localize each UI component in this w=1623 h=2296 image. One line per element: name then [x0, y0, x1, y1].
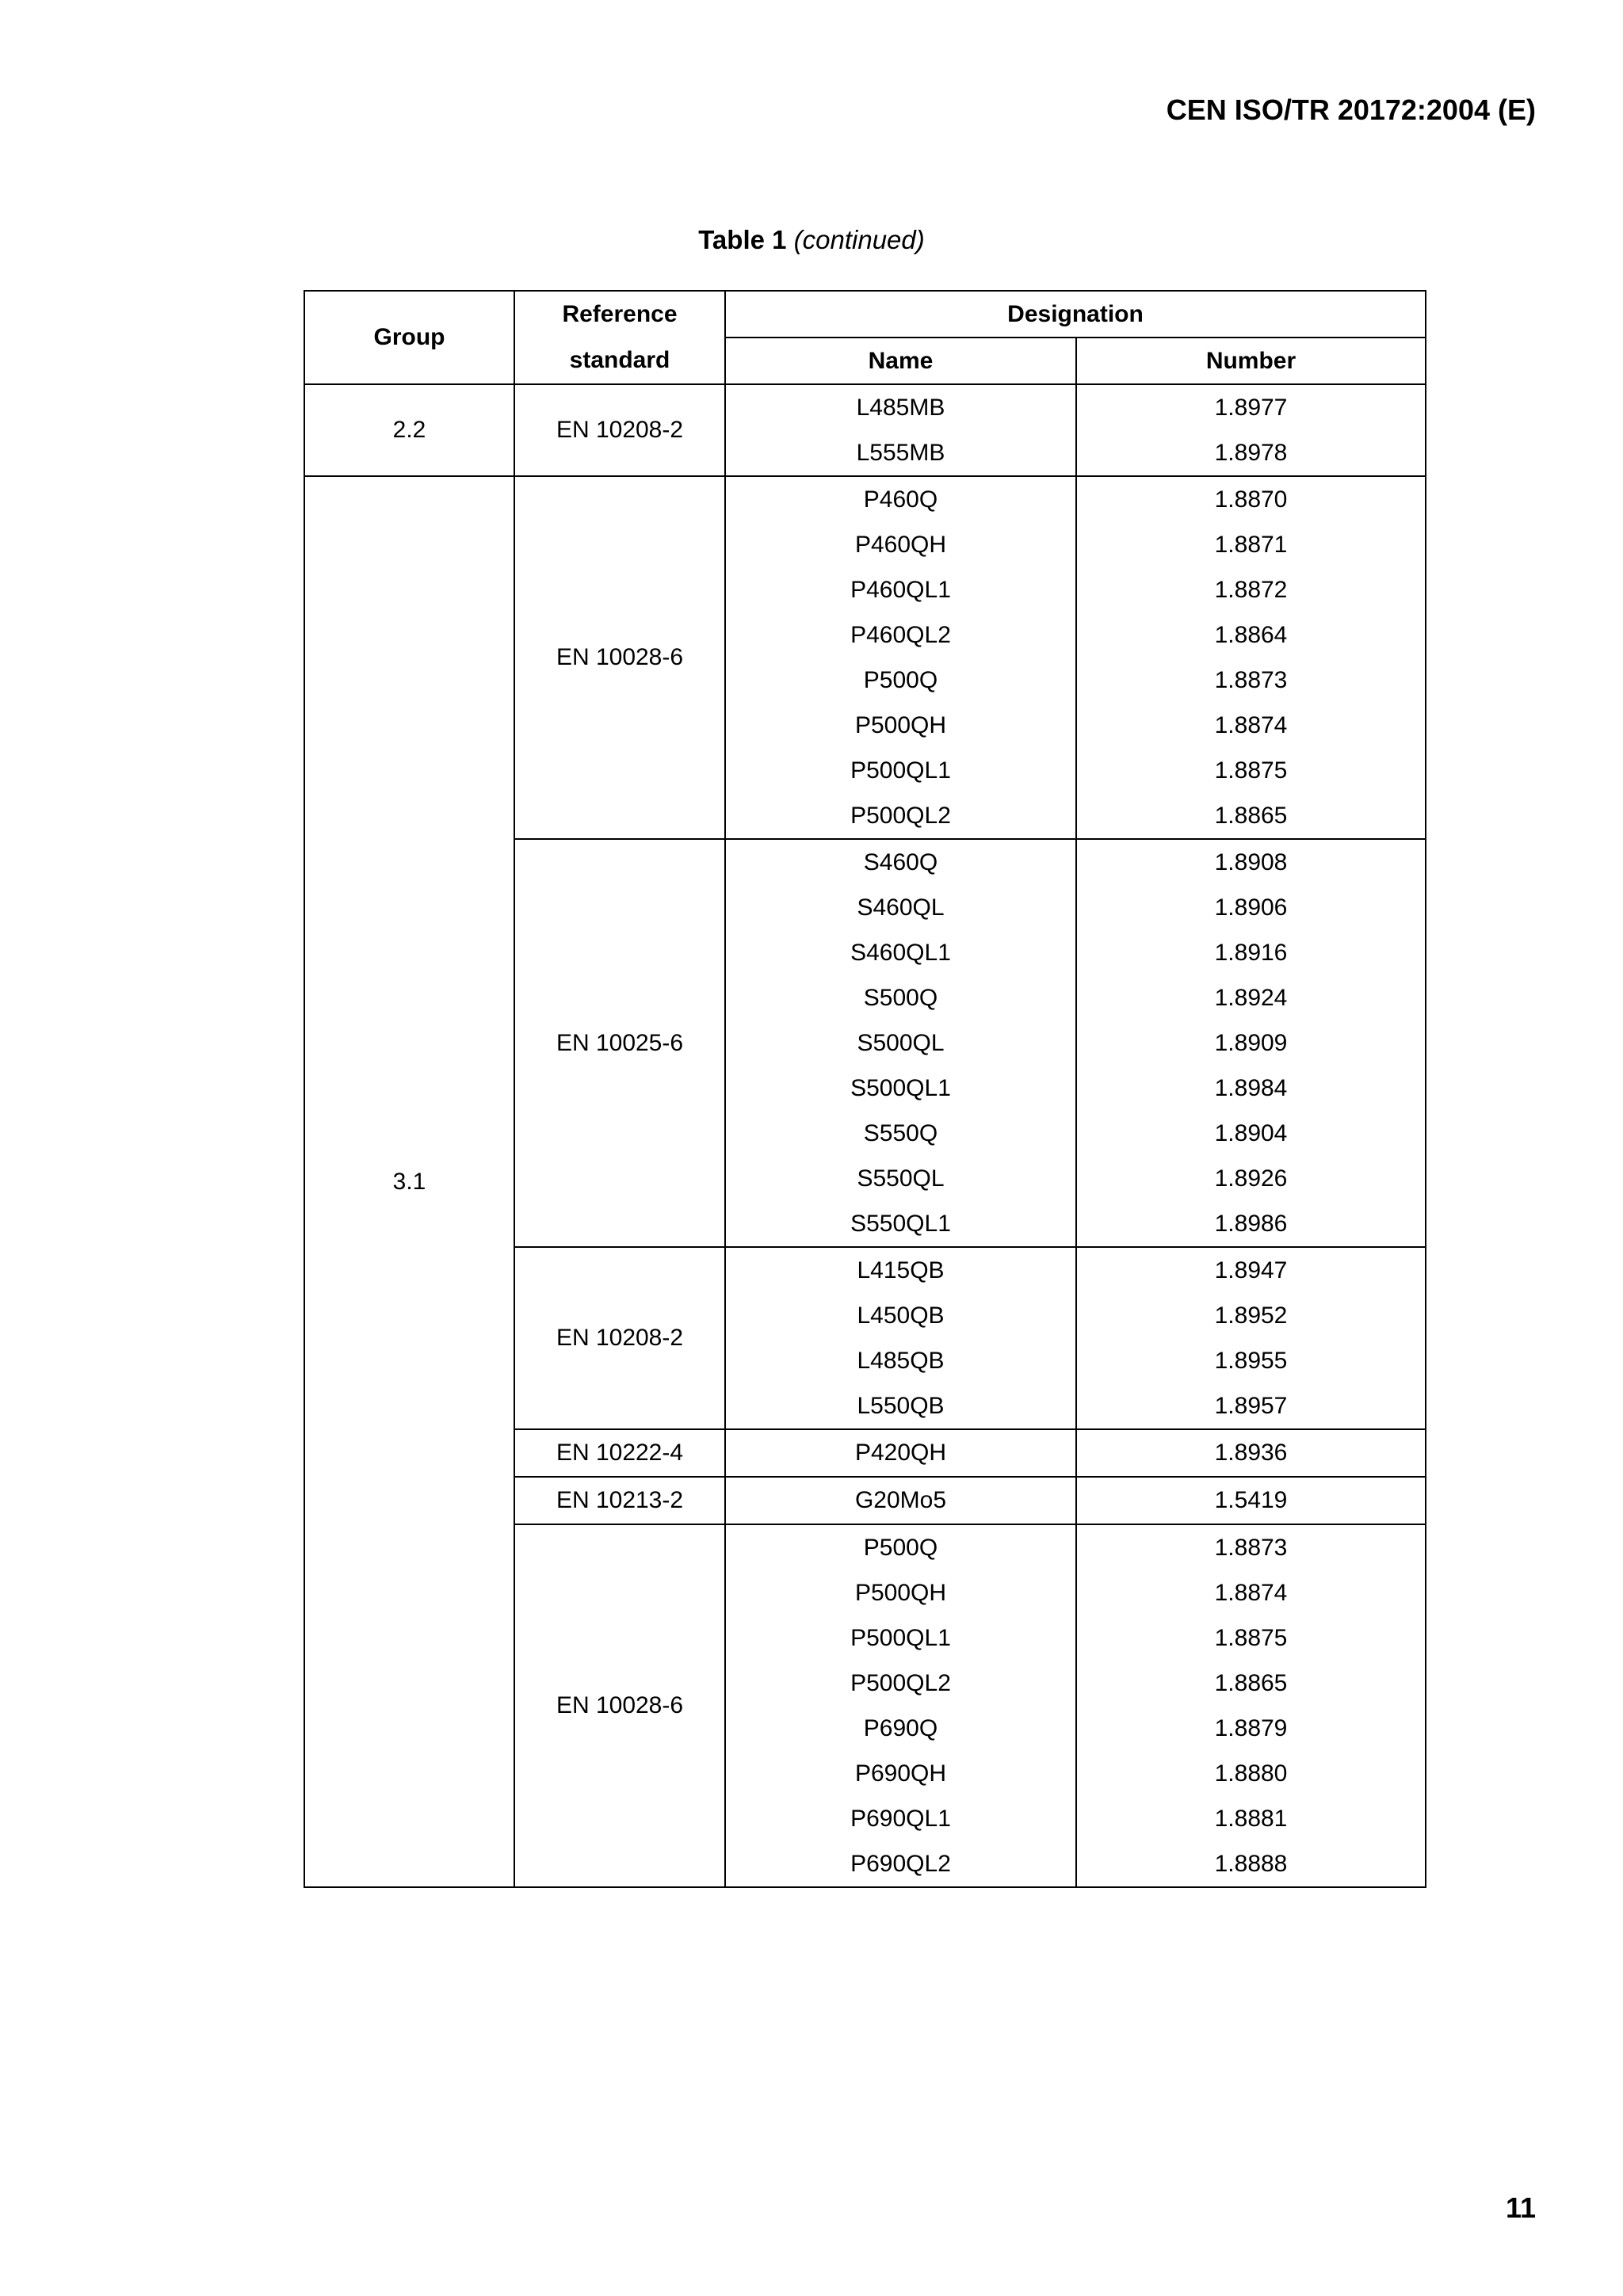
designation-name: G20Mo5	[854, 1487, 947, 1513]
designation-name: P460QL1	[850, 577, 951, 603]
designation-number: 1.8908	[1214, 849, 1288, 875]
column-header-group: Group	[304, 291, 514, 384]
designation-number: 1.8952	[1214, 1302, 1288, 1329]
designation-name-cell	[725, 1247, 1076, 1429]
designation-name-cell	[725, 1524, 1076, 1887]
designation-number: 1.8957	[1214, 1393, 1288, 1419]
designation-name: S500QL1	[850, 1075, 951, 1101]
designation-name: P690QH	[854, 1760, 947, 1787]
designation-name: P500QL1	[850, 1625, 951, 1651]
column-header-designation: Designation	[725, 291, 1426, 338]
designation-name: L555MB	[856, 440, 945, 466]
designation-name: S550QL	[857, 1165, 945, 1192]
designation-name-cell	[725, 1477, 1076, 1524]
designation-number: 1.8875	[1214, 1625, 1288, 1651]
designation-number-cell	[1076, 1247, 1426, 1429]
table-row	[304, 384, 1426, 476]
designation-number: 1.5419	[1214, 1487, 1288, 1513]
designation-name: S550QL1	[850, 1211, 951, 1237]
designation-number: 1.8881	[1214, 1806, 1288, 1832]
designation-number: 1.8865	[1214, 1670, 1288, 1696]
designation-number: 1.8984	[1214, 1075, 1288, 1101]
designation-number: 1.8955	[1214, 1348, 1288, 1374]
designation-number: 1.8872	[1214, 577, 1288, 603]
designation-number-cell	[1076, 1524, 1426, 1887]
table-caption-note: (continued)	[793, 225, 925, 254]
designation-number-cell	[1076, 839, 1426, 1247]
designation-name: S460QL1	[850, 940, 951, 966]
designation-name: P690QL1	[850, 1806, 951, 1832]
group-cell: 2.2	[304, 384, 514, 476]
steel-designation-table	[304, 290, 1426, 1888]
designation-number: 1.8926	[1214, 1165, 1288, 1192]
designation-name: S500QL	[857, 1030, 945, 1056]
designation-number: 1.8865	[1214, 803, 1288, 829]
designation-number: 1.8871	[1214, 532, 1288, 558]
designation-name: L485MB	[856, 395, 945, 421]
designation-number: 1.8874	[1214, 712, 1288, 738]
reference-standard-cell: EN 10025-6	[514, 839, 725, 1247]
column-header-reference: Reference	[514, 291, 725, 338]
designation-number: 1.8874	[1214, 1580, 1288, 1606]
designation-name: P500QH	[854, 1580, 947, 1606]
column-header-standard: standard	[514, 338, 725, 384]
column-header-number: Number	[1076, 338, 1426, 384]
page-number: 11	[1505, 2191, 1536, 2224]
designation-name-cell	[725, 839, 1076, 1247]
designation-name: P500QL1	[850, 757, 951, 784]
designation-name: P690QL2	[850, 1851, 951, 1877]
designation-number: 1.8924	[1214, 985, 1288, 1011]
designation-name-cell	[725, 384, 1076, 476]
designation-name: P500QH	[854, 712, 947, 738]
designation-number: 1.8978	[1214, 440, 1288, 466]
designation-name: S550Q	[863, 1120, 938, 1146]
table-row	[304, 476, 1426, 839]
designation-number: 1.8909	[1214, 1030, 1288, 1056]
designation-number-cell	[1076, 1477, 1426, 1524]
reference-standard-cell: EN 10222-4	[514, 1429, 725, 1477]
designation-name: L450QB	[857, 1302, 945, 1329]
reference-standard-cell: EN 10208-2	[514, 1247, 725, 1429]
designation-name: P500QL2	[850, 1670, 951, 1696]
group-cell: 3.1	[304, 476, 514, 1887]
designation-number: 1.8864	[1214, 622, 1288, 648]
designation-number: 1.8916	[1214, 940, 1288, 966]
designation-name: P460QH	[854, 532, 947, 558]
designation-number: 1.8888	[1214, 1851, 1288, 1877]
designation-name: S460QL	[857, 894, 945, 921]
designation-name: P690Q	[863, 1715, 938, 1741]
designation-name-cell	[725, 476, 1076, 839]
designation-number: 1.8947	[1214, 1257, 1288, 1283]
reference-standard-cell: EN 10028-6	[514, 476, 725, 839]
table-caption-label: Table 1	[698, 225, 787, 254]
reference-standard-cell: EN 10208-2	[514, 384, 725, 476]
designation-number-cell	[1076, 384, 1426, 476]
designation-name: P500Q	[863, 667, 938, 693]
column-header-name: Name	[725, 338, 1076, 384]
designation-number: 1.8906	[1214, 894, 1288, 921]
designation-number: 1.8977	[1214, 395, 1288, 421]
designation-number: 1.8936	[1214, 1440, 1288, 1466]
designation-number: 1.8904	[1214, 1120, 1288, 1146]
designation-number: 1.8873	[1214, 1535, 1288, 1561]
designation-number: 1.8875	[1214, 757, 1288, 784]
designation-name: P500QL2	[850, 803, 951, 829]
designation-name: S500Q	[863, 985, 938, 1011]
designation-name: P460Q	[863, 486, 938, 513]
designation-number-cell	[1076, 476, 1426, 839]
designation-name: P460QL2	[850, 622, 951, 648]
designation-number: 1.8879	[1214, 1715, 1288, 1741]
document-id-header: CEN ISO/TR 20172:2004 (E)	[1166, 93, 1536, 126]
reference-standard-cell: EN 10213-2	[514, 1477, 725, 1524]
table-body	[304, 384, 1426, 1887]
designation-number: 1.8870	[1214, 486, 1288, 513]
designation-name: P500Q	[863, 1535, 938, 1561]
designation-name-cell	[725, 1429, 1076, 1477]
designation-number: 1.8986	[1214, 1211, 1288, 1237]
reference-standard-cell: EN 10028-6	[514, 1524, 725, 1887]
designation-name: P420QH	[854, 1440, 947, 1466]
designation-number: 1.8873	[1214, 667, 1288, 693]
designation-name: L415QB	[857, 1257, 945, 1283]
designation-number-cell	[1076, 1429, 1426, 1477]
designation-name: S460Q	[863, 849, 938, 875]
designation-name: L550QB	[857, 1393, 945, 1419]
designation-number: 1.8880	[1214, 1760, 1288, 1787]
table-caption	[0, 225, 1623, 255]
designation-name: L485QB	[857, 1348, 945, 1374]
